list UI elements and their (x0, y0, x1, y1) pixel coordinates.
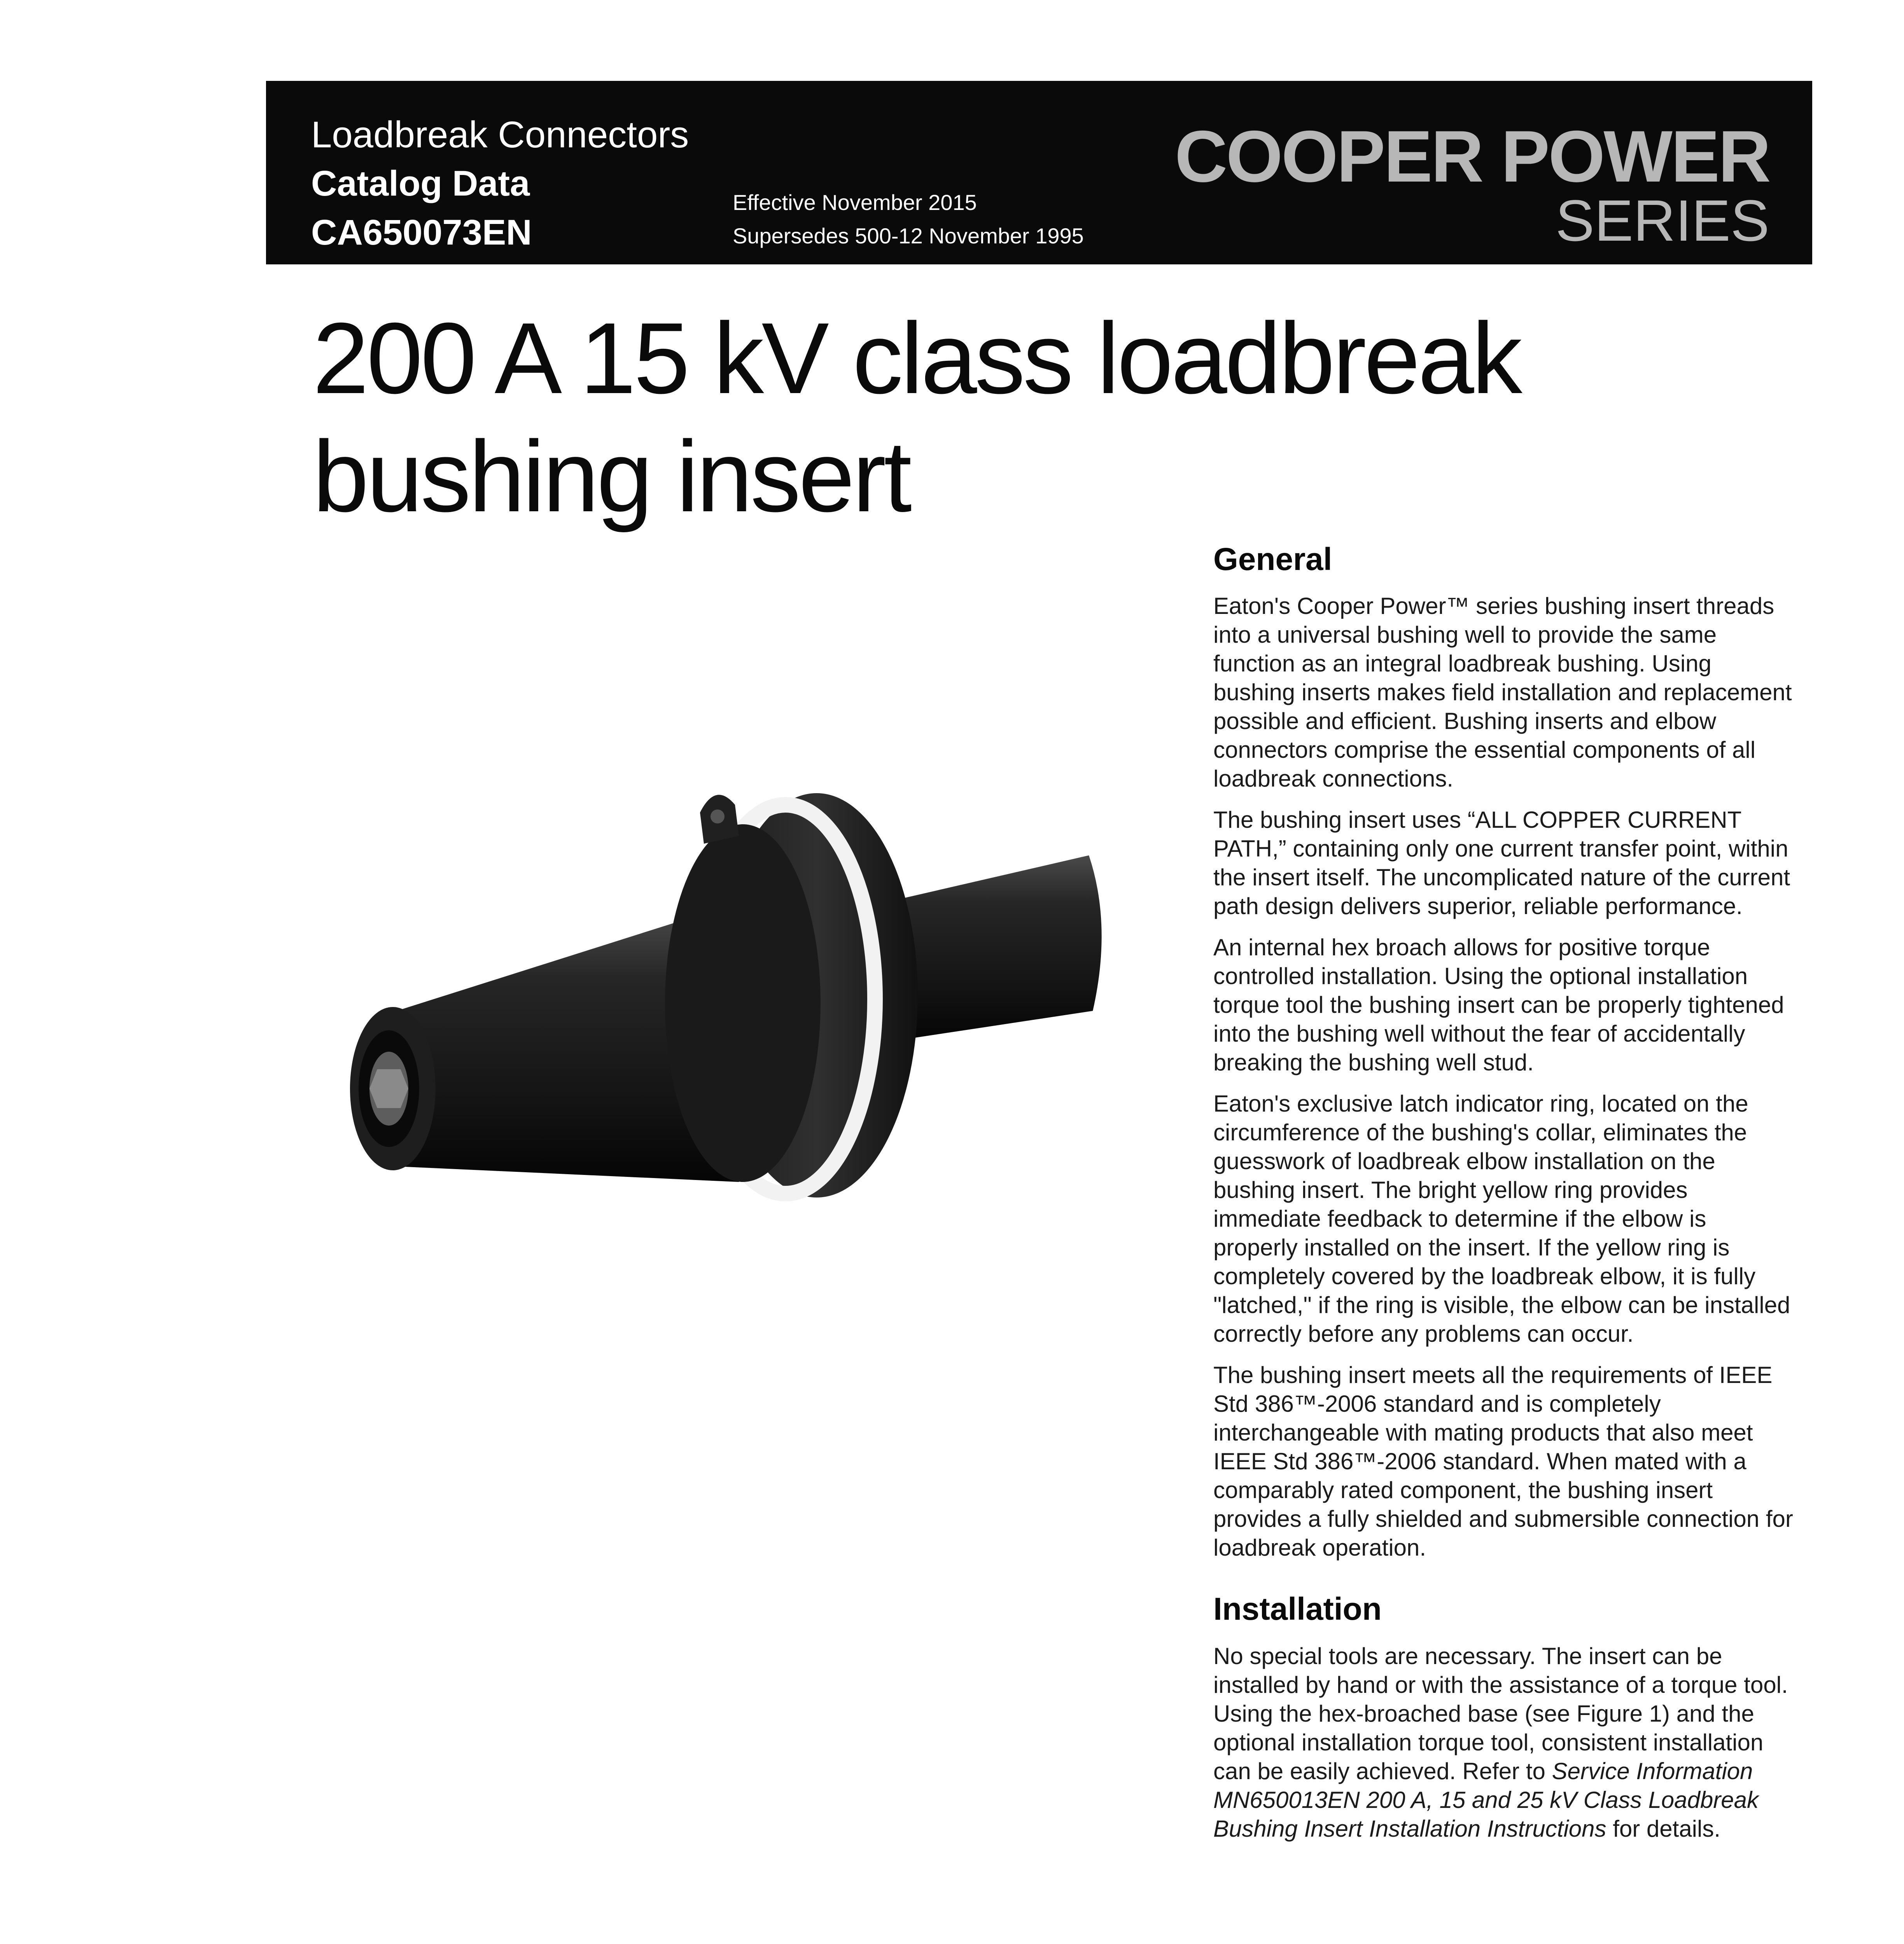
catalog-number: CA650073EN (311, 213, 532, 252)
effective-date: Effective November 2015 (733, 190, 977, 215)
general-paragraph: Eaton's Cooper Power™ series bushing insert threads into a universal bushing well to provide the same function as an integral loadbreak bushing. Using bushing inserts makes field installation and replacement possible and efficient. Bushing inserts and elbow connectors comprise the essential components of all loadbreak connections. (1213, 593, 1792, 792)
general-paragraph: An internal hex broach allows for positive torque controlled installation. Using the optional installation torque tool the bushing insert can be properly tightened into the bushing well without the fear of accidentally breaking the bushing well stud. (1213, 934, 1784, 1076)
installation-text: No special tools are necessary. The insert can be installed by hand or with the assistance of a torque tool. Using the hex-broached base (see Figure 1) and the optional installation torque tool, consistent installation can be easily achieved. Refer to (1213, 1643, 1788, 1784)
brand-name: COOPER POWER (1174, 115, 1769, 197)
general-paragraph: Eaton's exclusive latch indicator ring, located on the circumference of the bushing's collar, eliminates the guesswork of loadbreak elbow installation on the bushing insert. The bright yellow ring provides immediate feedback to determine if the elbow is properly installed on the insert. If the yellow ring is completely covered by the loadbreak elbow, it is fully "latched," if the ring is visible, the elbow can be installed correctly before any problems can occur. (1213, 1091, 1790, 1347)
installation-heading: Installation (1213, 1591, 1382, 1627)
installation-paragraph (1213, 1642, 1797, 1843)
installation-text-end: for details. (1606, 1815, 1721, 1842)
brand-series: SERIES (1555, 188, 1769, 253)
catalog-label: Catalog Data (311, 164, 530, 203)
general-paragraph: The bushing insert uses “ALL COPPER CURRENT PATH,” containing only one current transfer point, within the insert itself. The uncomplicated nature of the current path design delivers superior, reliable performance. (1213, 807, 1790, 920)
general-paragraph: The bushing insert meets all the requirements of IEEE Std 386™-2006 standard and is completely interchangeable with mating products that also meet IEEE Std 386™-2006 standard. When mated with a comparably rated component, the bushing insert provides a fully shielded and submersible connection for loadbreak operation. (1213, 1362, 1793, 1561)
bushing-insert-photo (249, 762, 1167, 1431)
supersedes-note: Supersedes 500-12 November 1995 (733, 224, 1084, 248)
general-heading: General (1213, 542, 1332, 577)
service-info-reference: Service Information MN650013EN 200 A, 15 and 25 kV Class Loadbreak Bushing Insert Installation Instructions (1213, 1758, 1759, 1842)
body-column (1213, 540, 1797, 1856)
product-line: Loadbreak Connectors (311, 114, 689, 156)
page-title: 200 A 15 kV class loadbreak bushing insert (313, 302, 1520, 533)
header-banner (266, 81, 1812, 264)
